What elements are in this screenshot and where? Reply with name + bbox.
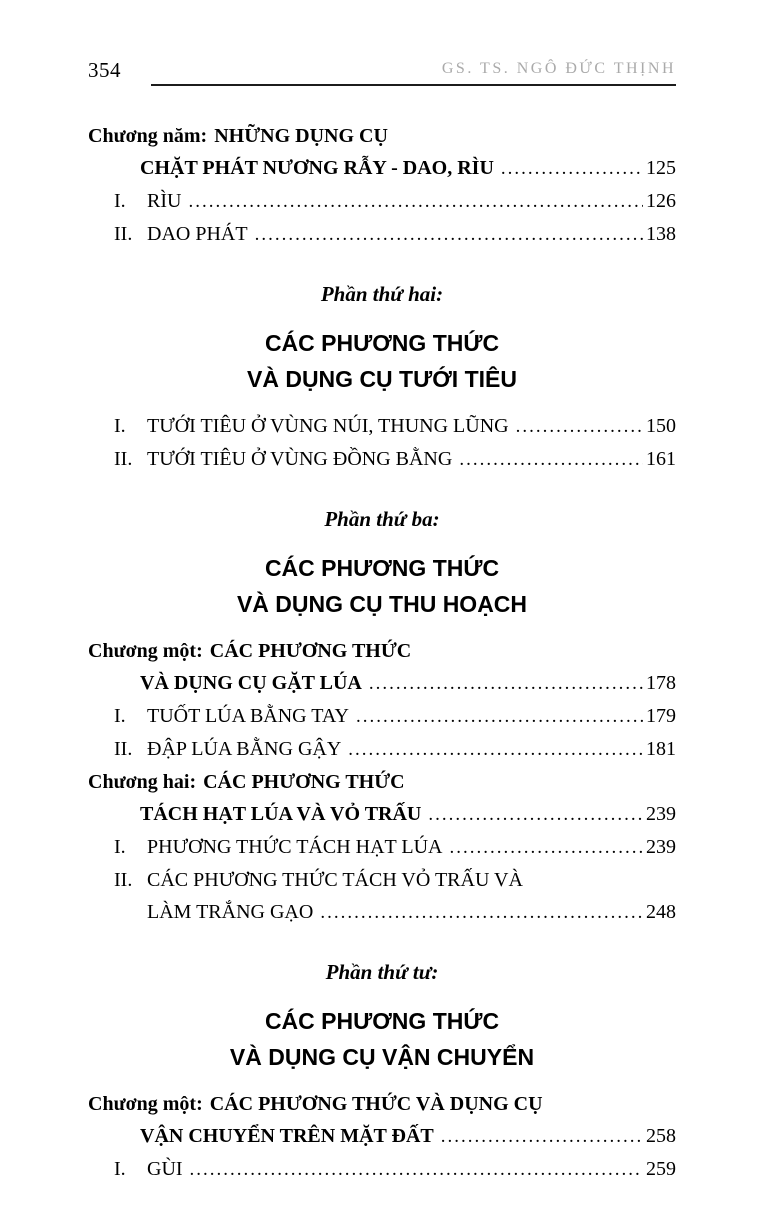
chapter-prefix: Chương năm: bbox=[88, 125, 208, 147]
roman-numeral: II. bbox=[114, 448, 133, 470]
toc-page-number: 248 bbox=[646, 901, 676, 923]
roman-numeral: I. bbox=[114, 705, 126, 727]
roman-numeral: II. bbox=[114, 738, 133, 760]
chapter-prefix: Chương hai: bbox=[88, 771, 197, 793]
toc-part-title bbox=[88, 361, 676, 397]
toc-roman bbox=[88, 864, 676, 896]
toc-page-number: 181 bbox=[646, 738, 676, 760]
toc-entry-text: CÁC PHƯƠNG THỨC bbox=[203, 771, 405, 793]
roman-numeral: I. bbox=[114, 415, 126, 437]
toc-entry-text: Phần thứ ba: bbox=[324, 507, 440, 531]
roman-numeral: I. bbox=[114, 190, 126, 212]
toc-part-title bbox=[88, 550, 676, 586]
toc-entry-text: CHẶT PHÁT NƯƠNG RẪY - DAO, RÌU bbox=[140, 157, 494, 179]
toc-entry-text: TÁCH HẠT LÚA VÀ VỎ TRẤU bbox=[140, 803, 422, 825]
dot-leader bbox=[255, 218, 643, 251]
dot-leader bbox=[441, 1120, 643, 1153]
toc-page-number: 126 bbox=[646, 190, 676, 212]
toc-part-label bbox=[88, 278, 676, 310]
toc-entry-text: LÀM TRẮNG GẠO bbox=[147, 901, 314, 923]
toc-entry-text: CÁC PHƯƠNG THỨC bbox=[264, 330, 500, 356]
toc-entry-text: CÁC PHƯƠNG THỨC bbox=[264, 555, 500, 581]
toc-chapter bbox=[88, 120, 676, 152]
toc-entry-text: VÀ DỤNG CỤ VẬN CHUYỂN bbox=[229, 1044, 535, 1070]
toc-entry-text: TƯỚI TIÊU Ở VÙNG ĐỒNG BẰNG bbox=[147, 448, 453, 470]
dot-leader bbox=[428, 798, 643, 831]
toc-chapter bbox=[88, 635, 676, 667]
page-number: 354 bbox=[88, 58, 121, 82]
toc-entry-text: NHỮNG DỤNG CỤ bbox=[214, 125, 388, 147]
toc-entry-text: TƯỚI TIÊU Ở VÙNG NÚI, THUNG LŨNG bbox=[147, 415, 509, 437]
toc-entry-text: VÀ DỤNG CỤ TƯỚI TIÊU bbox=[247, 366, 517, 392]
toc-roman bbox=[88, 218, 676, 251]
toc-part-title bbox=[88, 325, 676, 361]
toc-chapter bbox=[88, 1088, 676, 1120]
toc-entry-text: CÁC PHƯƠNG THỨC VÀ DỤNG CỤ bbox=[209, 1093, 543, 1115]
toc-entry-text: ĐẬP LÚA BẰNG GẬY bbox=[147, 738, 342, 760]
toc-entry-text: VẬN CHUYỂN TRÊN MẶT ĐẤT bbox=[140, 1125, 434, 1147]
toc-roman bbox=[88, 700, 676, 733]
toc-entry-text: RÌU bbox=[147, 190, 182, 212]
toc-roman bbox=[88, 831, 676, 864]
toc-part-title bbox=[88, 1003, 676, 1039]
toc-chapter-cont bbox=[88, 152, 676, 185]
toc-page-number: 239 bbox=[646, 803, 676, 825]
roman-numeral: I. bbox=[114, 1158, 126, 1180]
toc-page-number: 150 bbox=[646, 415, 676, 437]
toc-page-number: 259 bbox=[646, 1158, 676, 1180]
toc-page-number: 161 bbox=[646, 448, 676, 470]
dot-leader bbox=[516, 410, 643, 443]
dot-leader bbox=[188, 185, 643, 218]
toc-entry-text: CÁC PHƯƠNG THỨC TÁCH VỎ TRẤU VÀ bbox=[147, 869, 523, 891]
toc-entry-text: Phần thứ hai: bbox=[320, 282, 444, 306]
toc-entry-text: PHƯƠNG THỨC TÁCH HẠT LÚA bbox=[147, 836, 443, 858]
chapter-prefix: Chương một: bbox=[88, 1093, 203, 1115]
dot-leader bbox=[450, 831, 644, 864]
toc-entry-text: Phần thứ tư: bbox=[325, 960, 439, 984]
toc-entry-text: DAO PHÁT bbox=[147, 223, 248, 245]
toc-chapter-cont bbox=[88, 798, 676, 831]
toc-chapter-cont bbox=[88, 667, 676, 700]
chapter-prefix: Chương một: bbox=[88, 640, 203, 662]
dot-leader bbox=[190, 1153, 643, 1186]
toc-entry-text: VÀ DỤNG CỤ GẶT LÚA bbox=[140, 672, 362, 694]
toc-page-number: 178 bbox=[646, 672, 676, 694]
dot-leader bbox=[348, 733, 643, 766]
toc-page-number: 138 bbox=[646, 223, 676, 245]
roman-numeral: II. bbox=[114, 223, 133, 245]
toc-entry-text: GÙI bbox=[147, 1158, 183, 1180]
running-title: GS. TS. NGÔ ĐỨC THỊNH bbox=[441, 60, 676, 77]
page-header bbox=[88, 58, 676, 86]
toc-page-number: 125 bbox=[646, 157, 676, 179]
toc-roman-cont bbox=[88, 896, 676, 929]
toc-chapter-cont bbox=[88, 1120, 676, 1153]
toc-page-number: 258 bbox=[646, 1125, 676, 1147]
toc-part-title bbox=[88, 586, 676, 622]
toc-page-number: 179 bbox=[646, 705, 676, 727]
toc-entry-text: CÁC PHƯƠNG THỨC bbox=[209, 640, 412, 662]
dot-leader bbox=[501, 152, 643, 185]
toc-roman bbox=[88, 1153, 676, 1186]
toc-part-title bbox=[88, 1039, 676, 1075]
toc-entry-text: TUỐT LÚA BẰNG TAY bbox=[147, 705, 349, 727]
toc-part-label bbox=[88, 503, 676, 535]
header-rule bbox=[151, 60, 676, 86]
toc-entry-text: VÀ DỤNG CỤ THU HOẠCH bbox=[236, 591, 528, 617]
toc-roman bbox=[88, 410, 676, 443]
roman-numeral: I. bbox=[114, 836, 126, 858]
toc-entry-text: CÁC PHƯƠNG THỨC bbox=[264, 1008, 500, 1034]
dot-leader bbox=[320, 896, 643, 929]
dot-leader bbox=[369, 667, 643, 700]
toc-part-label bbox=[88, 956, 676, 988]
toc-roman bbox=[88, 185, 676, 218]
table-of-contents bbox=[88, 120, 676, 1186]
dot-leader bbox=[356, 700, 643, 733]
toc-page-number: 239 bbox=[646, 836, 676, 858]
toc-roman bbox=[88, 443, 676, 476]
dot-leader bbox=[459, 443, 643, 476]
roman-numeral: II. bbox=[114, 869, 133, 891]
toc-roman bbox=[88, 733, 676, 766]
toc-chapter bbox=[88, 766, 676, 798]
